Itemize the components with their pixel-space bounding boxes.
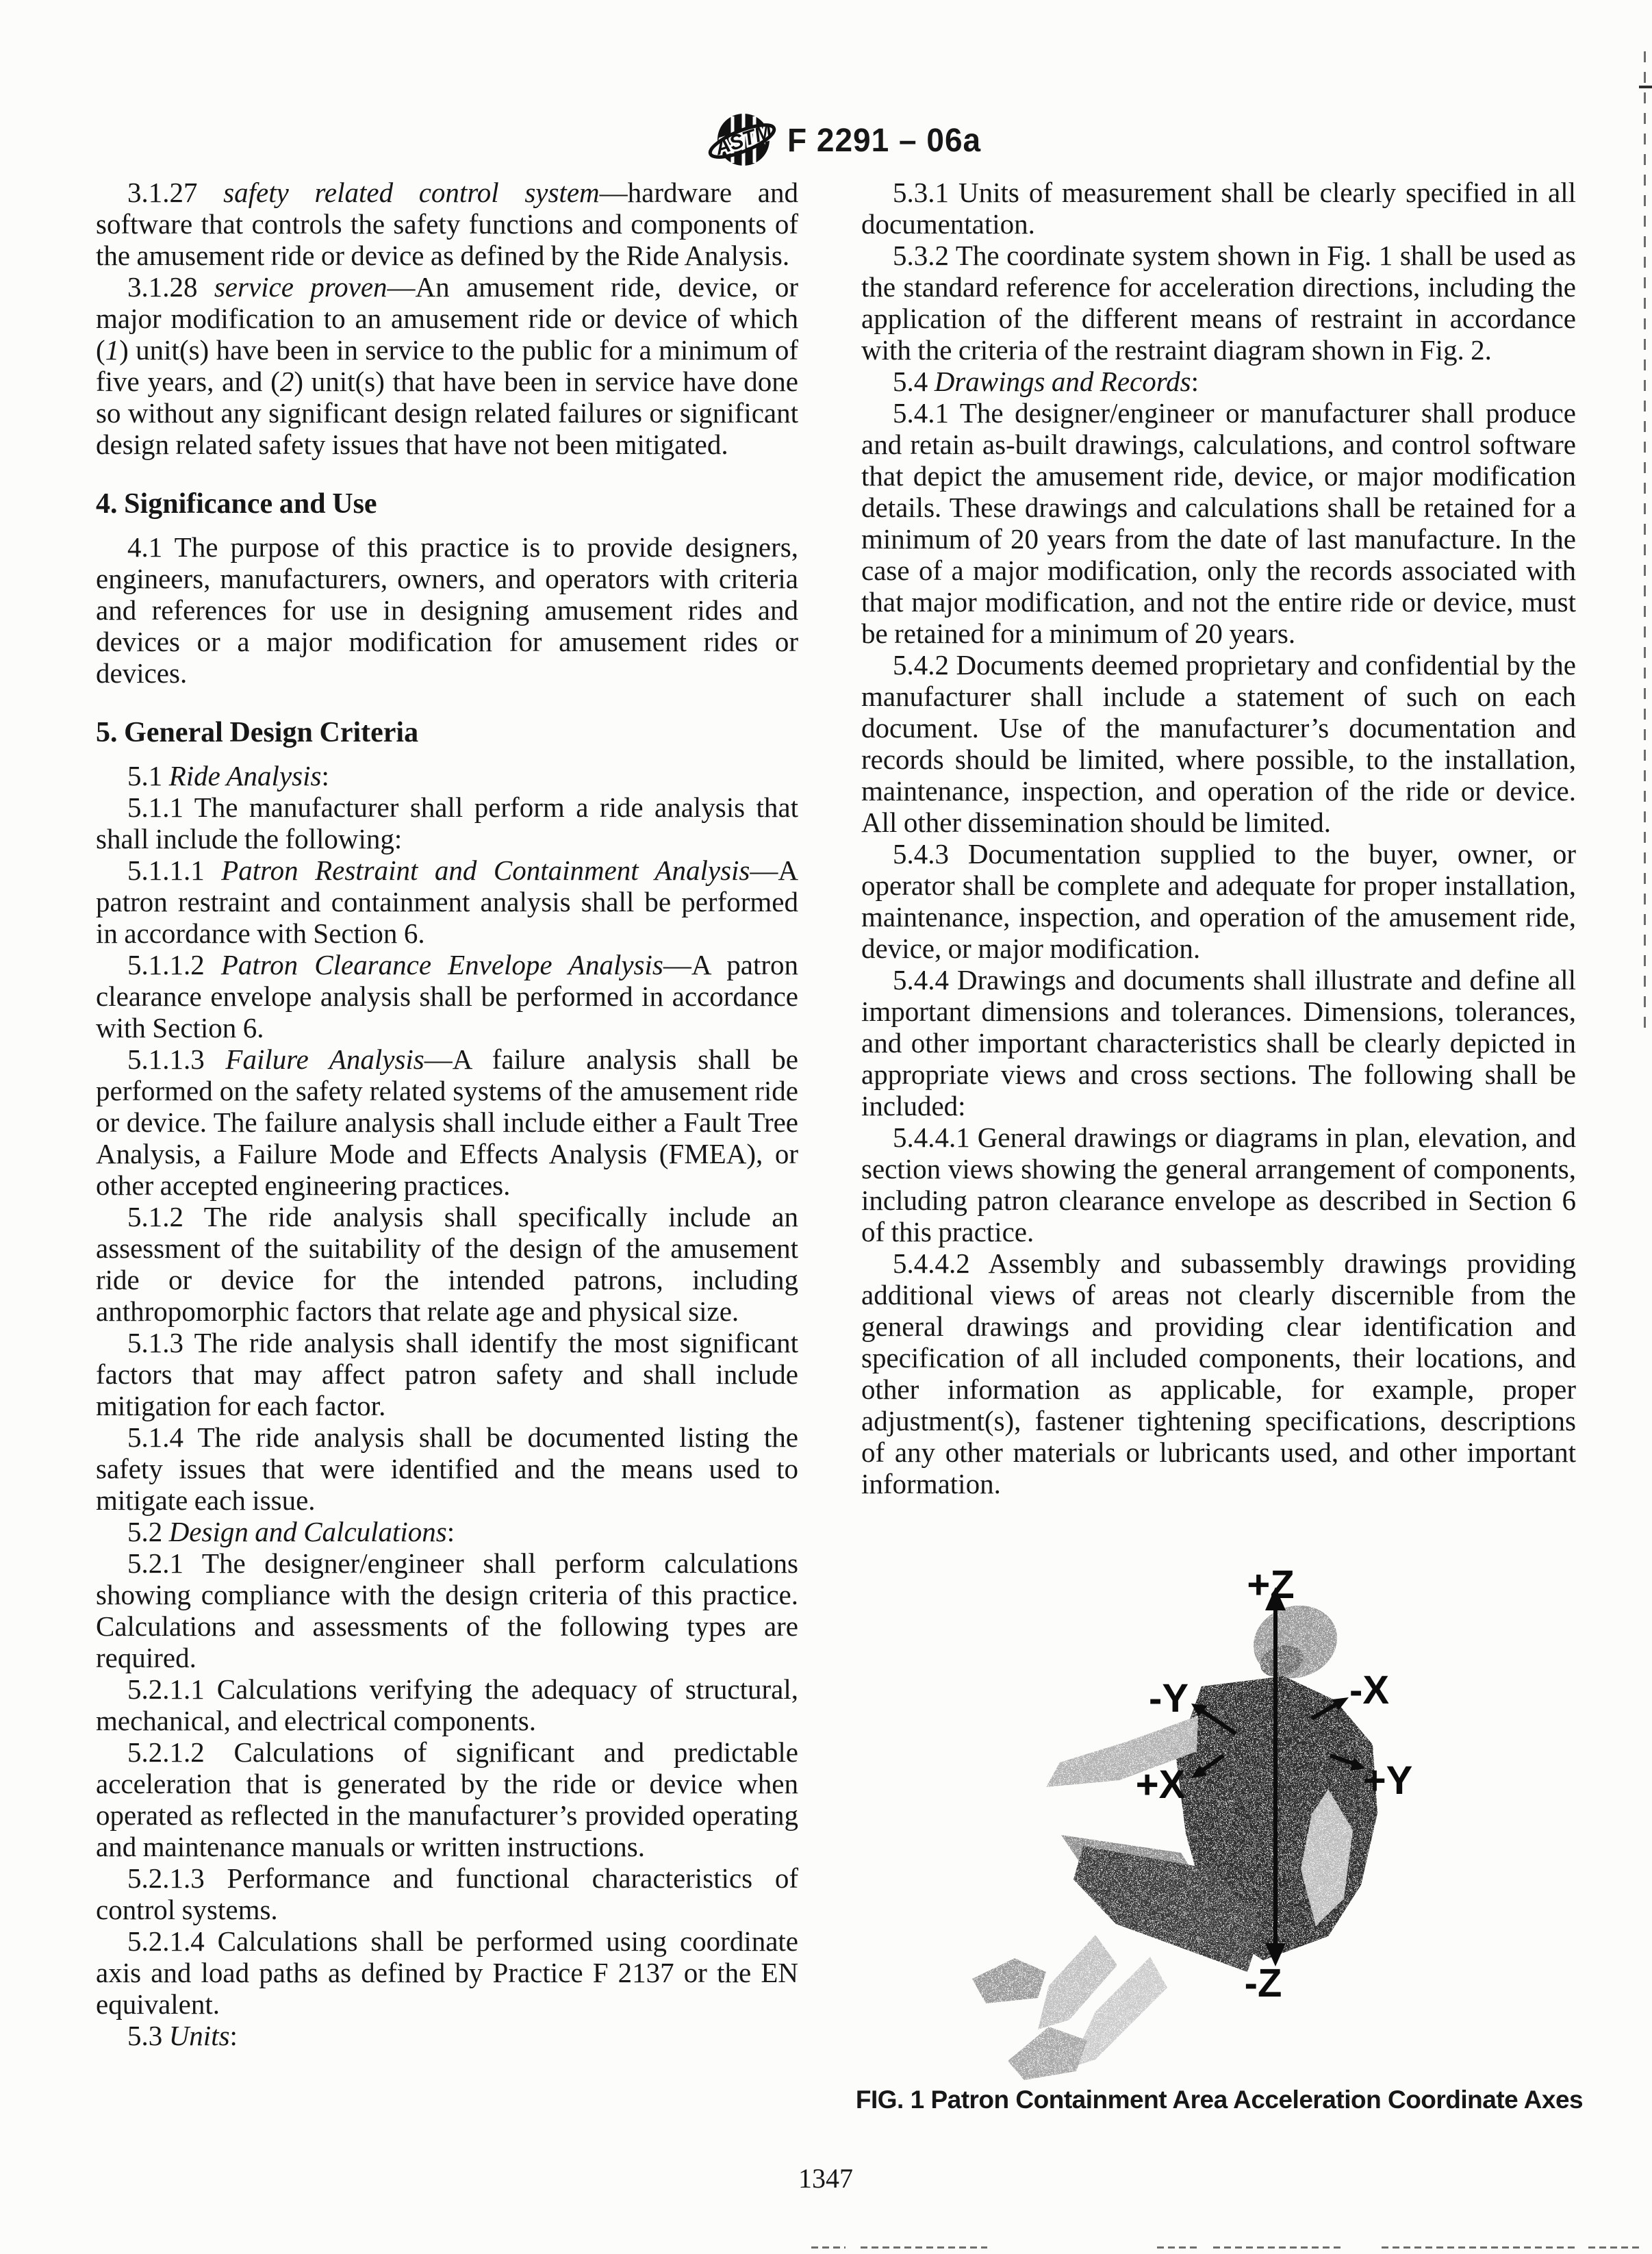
- paragraph: 5.4.1 The designer/engineer or manufacturer shall produce and retain as-built drawings, calculations, and control software that depict the amusement ride, device, or major modification details. These drawings and calculations shall be retained for a minimum of 20 years from the date of last manufacture. In the case of a major modification, only the records associated with that major modification, and not the entire ride or device, must be retained for a minimum of 20 years.: [861, 397, 1576, 649]
- paragraph: 5.4 Drawings and Records:: [893, 366, 1199, 397]
- scan-artifact-dash: [1588, 2246, 1643, 2249]
- figure-1-coordinate-axes: [890, 1539, 1581, 2095]
- axis-label-pos-x: +X: [1135, 1762, 1186, 1807]
- scan-artifact-dash: [811, 2246, 846, 2249]
- document-code: F 2291 – 06a: [787, 121, 982, 159]
- paragraph: 5.1.3 The ride analysis shall identify the most significant factors that may affect patron safety and shall include mitigation for each factor.: [96, 1327, 798, 1421]
- paragraph: 5.4.4.2 Assembly and subassembly drawings providing additional views of areas not clearly discernible from the general drawings and providing clear identification and specification of all included components, their locations, and other information as applicable, for example, proper adjustment(s), fastener tightening specifications, descriptions of any other materials or lubricants used, and other important information.: [861, 1248, 1576, 1499]
- axis-label-neg-y: -Y: [1149, 1676, 1189, 1721]
- scan-artifact-dash: [1213, 2246, 1343, 2249]
- paragraph: 3.1.28 service proven—An amusement ride, device, or major modification to an amusement ride or device of which (1) unit(s) have been in service to the public for a minimum of five years, and (2) unit(s) that have been in service have done so without any significant design related failures or significant design related safety issues that have not been mitigated.: [96, 271, 798, 460]
- figure-caption: FIG. 1 Patron Containment Area Acceleration Coordinate Axes: [855, 2086, 1584, 2114]
- axis-label-neg-z: -Z: [1244, 1961, 1282, 2005]
- scan-artifact-corner-tick: [1639, 86, 1652, 88]
- paragraph: 5.4.3 Documentation supplied to the buyer, owner, or operator shall be complete and adequate for proper installation, maintenance, inspection, and operation of the amusement ride, device, or major modification.: [861, 838, 1576, 964]
- paragraph: 5.1.1 The manufacturer shall perform a ride analysis that shall include the following:: [96, 792, 798, 854]
- paragraph: 5.1.1.3 Failure Analysis—A failure analysis shall be performed on the safety related systems of the amusement ride or device. The failure analysis shall include either a Fault Tree Analysis, a Failure Mode and Effects Analysis (FMEA), or other accepted engineering practices.: [96, 1043, 798, 1201]
- paragraph: 5.2.1 The designer/engineer shall perform calculations showing compliance with the design criteria of this practice. Calculations and assessments of the following types are required.: [96, 1547, 798, 1673]
- seated-patron-halftone-image: [972, 1595, 1377, 2080]
- paragraph: 5.2.1.3 Performance and functional characteristics of control systems.: [96, 1862, 798, 1925]
- paragraph: 5.3.1 Units of measurement shall be clearly specified in all documentation.: [861, 177, 1576, 240]
- paragraph: 5.1.1.1 Patron Restraint and Containment Analysis—A patron restraint and containment analysis shall be performed in accordance with Section 6.: [96, 854, 798, 949]
- scan-artifact-dash: [1382, 2246, 1575, 2249]
- axis-label-neg-x: -X: [1349, 1668, 1389, 1712]
- paragraph: 5.1.2 The ride analysis shall specifically include an assessment of the suitability of the design of the amusement ride or device for the intended patrons, including anthropomorphic factors that relate age and physical size.: [96, 1201, 798, 1327]
- astm-logo-icon: [707, 108, 776, 171]
- section-heading: 5. General Design Criteria: [96, 717, 419, 748]
- page-header: [707, 108, 981, 171]
- paragraph: 5.3 Units:: [127, 2020, 238, 2051]
- right-column: [861, 177, 1576, 1499]
- paragraph: 5.2.1.4 Calculations shall be performed using coordinate axis and load paths as defined by Practice F 2137 or the EN equivalent.: [96, 1925, 798, 2020]
- scan-artifact-dash: [1157, 2246, 1198, 2249]
- svg-text:ASTM: ASTM: [712, 120, 775, 160]
- paragraph: 5.4.4.1 General drawings or diagrams in plan, elevation, and section views showing the general arrangement of components, including patron clearance envelope as described in Section 6 of this practice.: [861, 1122, 1576, 1248]
- paragraph: 3.1.27 safety related control system—hardware and software that controls the safety functions and components of the amusement ride or device as defined by the Ride Analysis.: [96, 177, 798, 271]
- paragraph: 5.1 Ride Analysis:: [127, 760, 329, 792]
- section-heading: 4. Significance and Use: [96, 488, 377, 520]
- paragraph: 5.1.4 The ride analysis shall be documented listing the safety issues that were identified and the means used to mitigate each issue.: [96, 1421, 798, 1516]
- paragraph: 5.3.2 The coordinate system shown in Fig. 1 shall be used as the standard reference for acceleration directions, including the application of the different means of restraint in accordance with the criteria of the restraint diagram shown in Fig. 2.: [861, 240, 1576, 366]
- paragraph: 5.4.2 Documents deemed proprietary and confidential by the manufacturer shall include a statement of such on each document. Use of the manufacturer’s documentation and records should be limited, where possible, to the installation, maintenance, inspection, and operation of the ride or device. All other dissemination should be limited.: [861, 649, 1576, 838]
- paragraph: 5.4.4 Drawings and documents shall illustrate and define all important dimensions and tolerances. Dimensions, tolerances, and other important characteristics shall be clearly depicted in appropriate views and cross sections. The following shall be included:: [861, 964, 1576, 1122]
- axis-label-pos-y: +Y: [1362, 1758, 1413, 1803]
- paragraph: 5.2.1.2 Calculations of significant and predictable acceleration that is generated by the ride or device when operated as reflected in the manufacturer’s provided operating and maintenance manuals or written instructions.: [96, 1736, 798, 1862]
- paragraph: 5.2.1.1 Calculations verifying the adequacy of structural, mechanical, and electrical components.: [96, 1673, 798, 1736]
- left-column: [96, 177, 798, 2051]
- scan-artifact-dash: [861, 2246, 987, 2249]
- scan-artifact-vertical-line: [1644, 51, 1646, 1037]
- paragraph: 5.1.1.2 Patron Clearance Envelope Analysis—A patron clearance envelope analysis shall be performed in accordance with Section 6.: [96, 949, 799, 1043]
- paragraph: 5.2 Design and Calculations:: [127, 1516, 455, 1547]
- paragraph: 4.1 The purpose of this practice is to provide designers, engineers, manufacturers, owners, and operators with criteria and references for use in designing amusement rides and devices or a major modification for amusement rides or devices.: [96, 531, 798, 689]
- axis-label-pos-z: +Z: [1247, 1562, 1295, 1607]
- page-number: 1347: [798, 2163, 853, 2194]
